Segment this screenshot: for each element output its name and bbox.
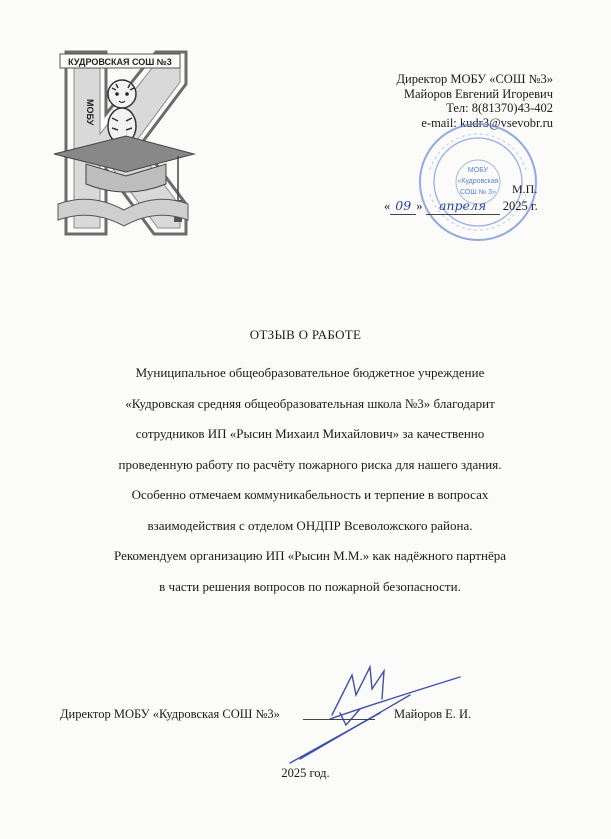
body-line: в части решения вопросов по пожарной безопасности. <box>159 578 461 594</box>
date-month: апреля <box>439 198 487 213</box>
stamp-line-3: СОШ № 3» <box>460 189 496 196</box>
addressee-title: Директор МОБУ «СОШ №3» <box>396 72 553 86</box>
body-line: Рекомендуем организацию ИП «Рысин М.М.» как надёжного партнёра <box>114 548 506 563</box>
addressee-name: Майоров Евгений Игоревич <box>403 86 553 101</box>
stamp-place-label: М.П. <box>512 182 538 196</box>
body-line: Муниципальное общеобразовательное бюджетное учреждение <box>135 365 485 380</box>
handwritten-signature <box>260 655 470 765</box>
date-open-quote: « <box>384 199 391 213</box>
body-line: сотрудников ИП «Рысин Михаил Михайлович» за качественно <box>135 426 485 441</box>
signatory-role: Директор МОБУ «Кудровская СОШ №3» <box>60 707 280 721</box>
body-line: «Кудровская средняя общеобразовательная школа №3» благодарит <box>125 395 495 411</box>
stamp-line-1: МОБУ <box>467 167 489 174</box>
date-year: 2025 г. <box>502 199 538 213</box>
stamp-line-2: «Кудровская <box>457 178 499 185</box>
logo-banner-text: КУДРОВСКАЯ СОШ №3 <box>68 57 172 67</box>
document-title: ОТЗЫВ О РАБОТЕ <box>249 327 362 342</box>
addressee-phone: Тел: 8(81370)43-402 <box>446 101 553 115</box>
body-line: взаимодействия с отделом ОНДПР Всеволожского района. <box>147 517 473 533</box>
body-line: Особенно отмечаем коммуникабельность и терпение в вопросах <box>131 487 489 502</box>
date-close-quote: » <box>416 199 423 213</box>
body-line: проведенную работу по расчёту пожарного риска для нашего здания. <box>118 456 502 472</box>
letter-body <box>60 358 560 602</box>
school-logo <box>46 44 196 244</box>
date-day: 09 <box>395 198 412 213</box>
document-year: 2025 год. <box>281 766 330 780</box>
date-line <box>384 198 538 215</box>
addressee-email: e-mail: kudr3@vsevobr.ru <box>421 115 553 130</box>
signatory-name: Майоров Е. И. <box>394 707 472 721</box>
logo-side-text: МОБУ <box>85 99 95 126</box>
